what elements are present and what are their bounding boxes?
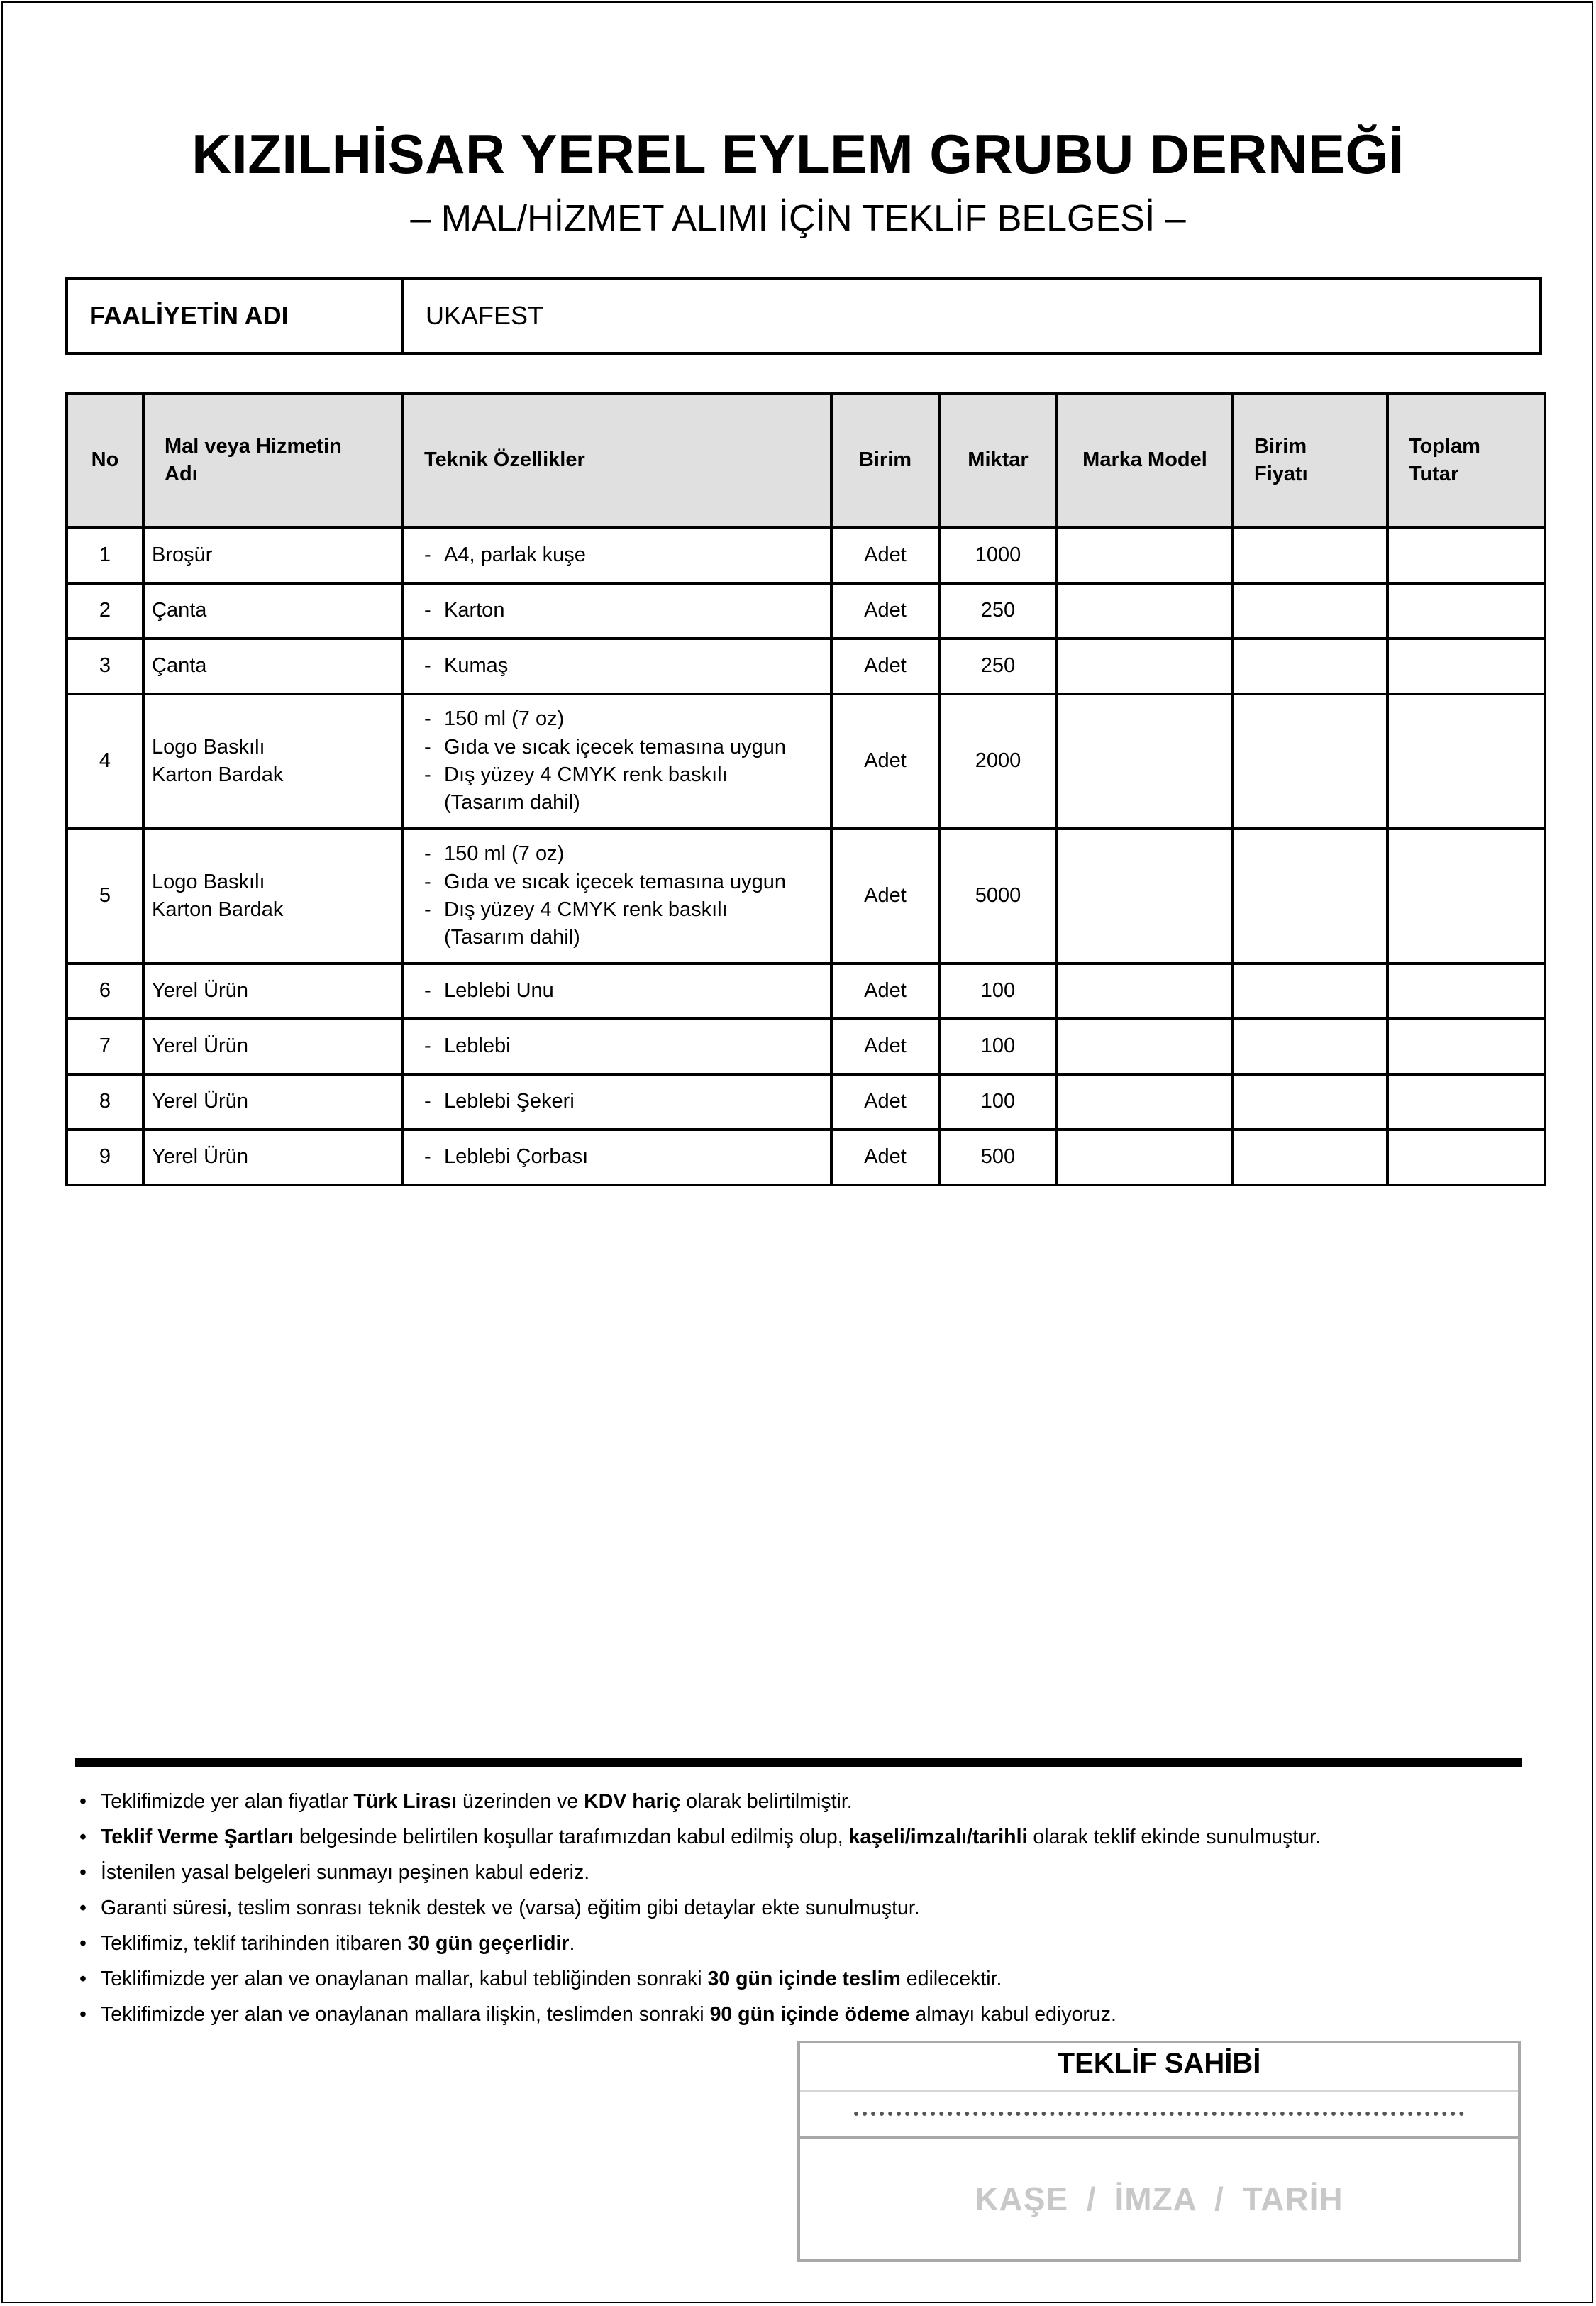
term-item: • Garanti süresi, teslim sonrası teknik destek ve (varsa) eğitim gibi detaylar ekte sunulmuştur. bbox=[79, 1897, 920, 1919]
cell-unit: Adet bbox=[831, 964, 939, 1019]
cell-item-name: Yerel Ürün bbox=[143, 1130, 403, 1185]
cell-quantity: 1000 bbox=[939, 528, 1057, 583]
cell-total bbox=[1387, 639, 1545, 694]
table-row bbox=[67, 1074, 1545, 1130]
cell-total bbox=[1387, 583, 1545, 639]
cell-quantity: 250 bbox=[939, 639, 1057, 694]
cell-item-name: Çanta bbox=[143, 583, 403, 639]
col-header-name: Mal veya Hizmetin Adı bbox=[143, 393, 403, 528]
cell-brand-model bbox=[1057, 694, 1233, 829]
table-header-row bbox=[67, 393, 1545, 528]
cell-item-name: Yerel Ürün bbox=[143, 964, 403, 1019]
cell-brand-model bbox=[1057, 583, 1233, 639]
cell-quantity: 250 bbox=[939, 583, 1057, 639]
section-divider bbox=[75, 1758, 1522, 1767]
cell-brand-model bbox=[1057, 639, 1233, 694]
table-row bbox=[67, 583, 1545, 639]
cell-item-name: Logo Baskılı Karton Bardak bbox=[143, 694, 403, 829]
term-item: • Teklif Verme Şartları belgesinde belirtilen koşullar tarafımızdan kabul edilmiş olup, kaşeli/imzalı/tarihli olarak teklif ekinde sunulmuştur. bbox=[79, 1826, 1321, 1848]
term-item: • İstenilen yasal belgeleri sunmayı peşinen kabul ederiz. bbox=[79, 1861, 590, 1884]
cell-no: 4 bbox=[67, 694, 143, 829]
table-row bbox=[67, 528, 1545, 583]
cell-specs: - Leblebi Unu bbox=[403, 964, 831, 1019]
cell-unit: Adet bbox=[831, 639, 939, 694]
cell-no: 3 bbox=[67, 639, 143, 694]
signature-title: TEKLİF SAHİBİ bbox=[800, 2043, 1518, 2092]
cell-brand-model bbox=[1057, 1019, 1233, 1074]
cell-quantity: 100 bbox=[939, 1074, 1057, 1130]
cell-unit: Adet bbox=[831, 528, 939, 583]
cell-total bbox=[1387, 829, 1545, 964]
col-header-no: No bbox=[67, 393, 143, 528]
table-row bbox=[67, 829, 1545, 964]
cell-specs: - 150 ml (7 oz) - Gıda ve sıcak içecek temasına uygun - Dış yüzey 4 CMYK renk baskılı (Tasarım dahil) bbox=[403, 694, 831, 829]
cell-no: 9 bbox=[67, 1130, 143, 1185]
cell-quantity: 5000 bbox=[939, 829, 1057, 964]
cell-unit: Adet bbox=[831, 829, 939, 964]
cell-total bbox=[1387, 528, 1545, 583]
cell-unit-price bbox=[1233, 583, 1387, 639]
page-title: KIZILHİSAR YEREL EYLEM GRUBU DERNEĞİ bbox=[192, 123, 1404, 185]
cell-unit: Adet bbox=[831, 1074, 939, 1130]
cell-unit-price bbox=[1233, 1019, 1387, 1074]
activity-table bbox=[65, 277, 1542, 355]
terms-list bbox=[79, 1784, 1534, 2032]
col-header-total: Toplam Tutar bbox=[1387, 393, 1545, 528]
cell-no: 8 bbox=[67, 1074, 143, 1130]
cell-item-name: Çanta bbox=[143, 639, 403, 694]
cell-total bbox=[1387, 1074, 1545, 1130]
table-row bbox=[67, 694, 1545, 829]
cell-specs: - Leblebi Çorbası bbox=[403, 1130, 831, 1185]
col-header-quantity: Miktar bbox=[939, 393, 1057, 528]
cell-unit-price bbox=[1233, 829, 1387, 964]
table-row bbox=[67, 964, 1545, 1019]
col-header-unit-price: Birim Fiyatı bbox=[1233, 393, 1387, 528]
cell-no: 7 bbox=[67, 1019, 143, 1074]
term-item: • Teklifimizde yer alan fiyatlar Türk Lirası üzerinden ve KDV hariç olarak belirtilmiştir. bbox=[79, 1790, 853, 1813]
stamp-signature-date-label: KAŞE / İMZA / TARİH bbox=[975, 2180, 1343, 2217]
cell-brand-model bbox=[1057, 528, 1233, 583]
cell-quantity: 2000 bbox=[939, 694, 1057, 829]
cell-unit-price bbox=[1233, 1074, 1387, 1130]
table-row bbox=[67, 1019, 1545, 1074]
cell-total bbox=[1387, 1019, 1545, 1074]
cell-total bbox=[1387, 964, 1545, 1019]
cell-brand-model bbox=[1057, 829, 1233, 964]
cell-brand-model bbox=[1057, 1074, 1233, 1130]
items-table bbox=[65, 392, 1546, 1186]
cell-no: 6 bbox=[67, 964, 143, 1019]
cell-unit-price bbox=[1233, 964, 1387, 1019]
cell-specs: - A4, parlak kuşe bbox=[403, 528, 831, 583]
cell-unit-price bbox=[1233, 528, 1387, 583]
cell-quantity: 100 bbox=[939, 964, 1057, 1019]
term-item: • Teklifimiz, teklif tarihinden itibaren 30 gün geçerlidir. bbox=[79, 1932, 575, 1955]
cell-item-name: Broşür bbox=[143, 528, 403, 583]
cell-quantity: 500 bbox=[939, 1130, 1057, 1185]
col-header-specs: Teknik Özellikler bbox=[403, 393, 831, 528]
cell-no: 1 bbox=[67, 528, 143, 583]
cell-total bbox=[1387, 1130, 1545, 1185]
table-row bbox=[67, 1130, 1545, 1185]
activity-value: UKAFEST bbox=[403, 278, 1541, 353]
cell-specs: - Karton bbox=[403, 583, 831, 639]
cell-item-name: Logo Baskılı Karton Bardak bbox=[143, 829, 403, 964]
cell-unit: Adet bbox=[831, 583, 939, 639]
cell-specs: - 150 ml (7 oz) - Gıda ve sıcak içecek temasına uygun - Dış yüzey 4 CMYK renk baskılı (Tasarım dahil) bbox=[403, 829, 831, 964]
page-subtitle: – MAL/HİZMET ALIMI İÇİN TEKLİF BELGESİ – bbox=[410, 198, 1186, 239]
cell-quantity: 100 bbox=[939, 1019, 1057, 1074]
cell-no: 2 bbox=[67, 583, 143, 639]
cell-item-name: Yerel Ürün bbox=[143, 1019, 403, 1074]
term-item: • Teklifimizde yer alan ve onaylanan mallara ilişkin, teslimden sonraki 90 gün içinde ödeme almayı kabul ediyoruz. bbox=[79, 2003, 1116, 2026]
cell-unit: Adet bbox=[831, 694, 939, 829]
term-item: • Teklifimizde yer alan ve onaylanan mallar, kabul tebliğinden sonraki 30 gün içinde teslim edilecektir. bbox=[79, 1968, 1002, 1990]
col-header-brand: Marka Model bbox=[1057, 393, 1233, 528]
cell-specs: - Kumaş bbox=[403, 639, 831, 694]
cell-no: 5 bbox=[67, 829, 143, 964]
cell-item-name: Yerel Ürün bbox=[143, 1074, 403, 1130]
cell-brand-model bbox=[1057, 1130, 1233, 1185]
cell-unit-price bbox=[1233, 639, 1387, 694]
cell-unit-price bbox=[1233, 1130, 1387, 1185]
col-header-unit: Birim bbox=[831, 393, 939, 528]
cell-unit: Adet bbox=[831, 1130, 939, 1185]
table-row bbox=[67, 639, 1545, 694]
signature-dotted-line bbox=[800, 2092, 1518, 2139]
cell-specs: - Leblebi Şekeri bbox=[403, 1074, 831, 1130]
cell-total bbox=[1387, 694, 1545, 829]
activity-label: FAALİYETİN ADI bbox=[67, 278, 403, 353]
cell-unit-price bbox=[1233, 694, 1387, 829]
cell-unit: Adet bbox=[831, 1019, 939, 1074]
cell-brand-model bbox=[1057, 964, 1233, 1019]
cell-specs: - Leblebi bbox=[403, 1019, 831, 1074]
signature-box bbox=[797, 2041, 1521, 2262]
